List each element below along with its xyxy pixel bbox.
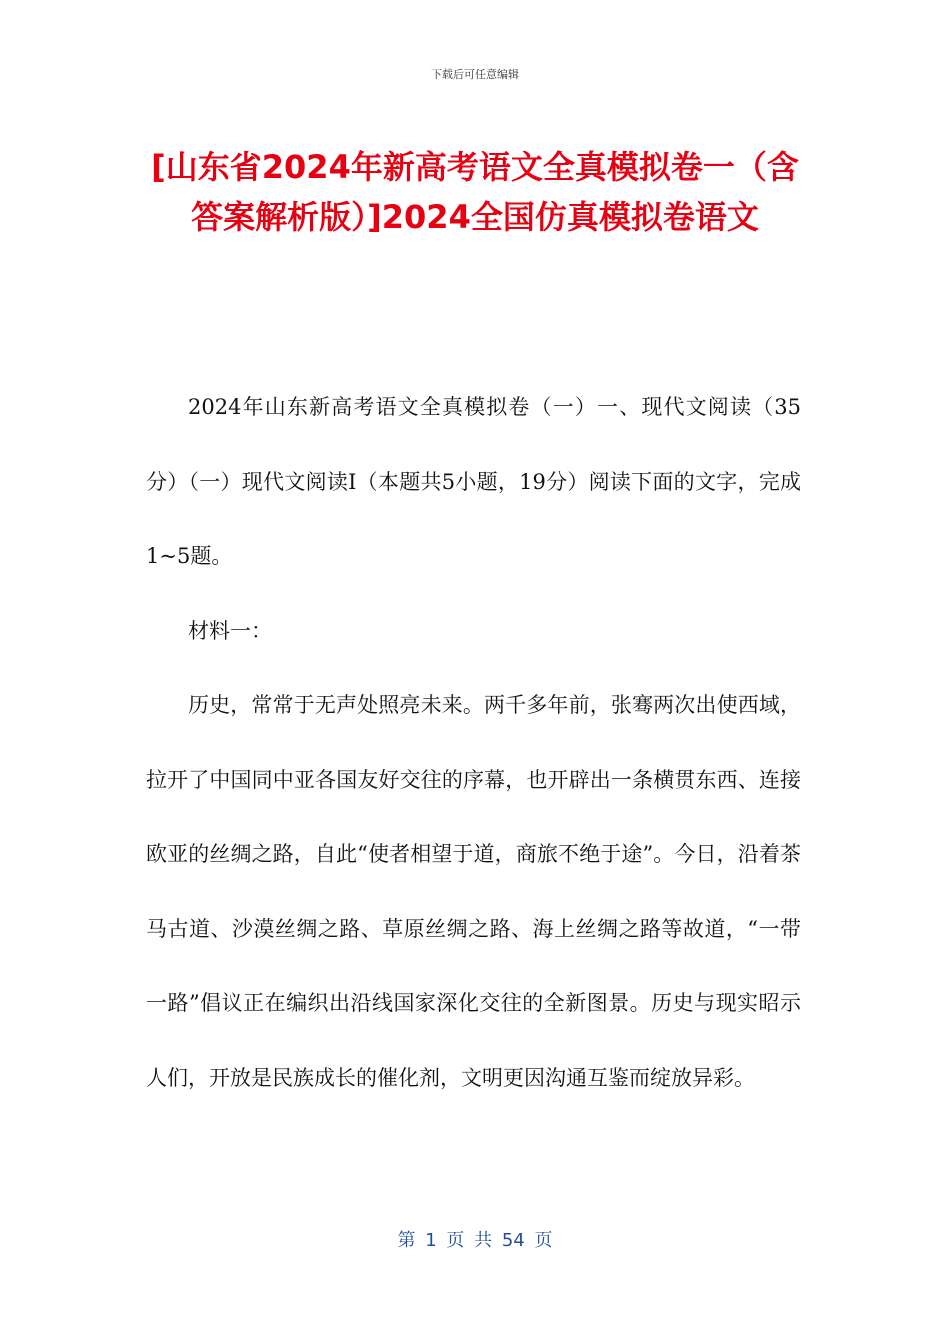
document-body xyxy=(146,370,801,1115)
page-number-label: 第 1 页 共 54 页 xyxy=(397,1230,553,1251)
paragraph-material-heading: 材料一： xyxy=(188,618,272,643)
page-footer xyxy=(0,1226,950,1252)
paragraph-material-one: 历史，常常于无声处照亮未来。两千多年前，张骞两次出使西域，拉开了中国同中亚各国友好交往的序幕，也开辟出一条横贯东西、连接欧亚的丝绸之路，自此“使者相望于道，商旅不绝于途”。今日，沿着茶马古道、沙漠丝绸之路、草原丝绸之路、海上丝绸之路等故道，“一带一路”倡议正在编织出沿线国家深化交往的全新图景。历史与现实昭示人们，开放是民族成长的催化剂，文明更因沟通互鉴而绽放异彩。 xyxy=(146,693,801,1090)
document-title: [山东省2024年新高考语文全真模拟卷一（含答案解析版）]2024全国仿真模拟卷语文 xyxy=(151,148,799,236)
paragraph-intro: 2024年山东新高考语文全真模拟卷（一）一、现代文阅读（35分）（一）现代文阅读Ⅰ（本题共5小题，19分）阅读下面的文字，完成1~5题。 xyxy=(146,395,801,568)
header-note: 下载后可任意编辑 xyxy=(431,68,519,81)
